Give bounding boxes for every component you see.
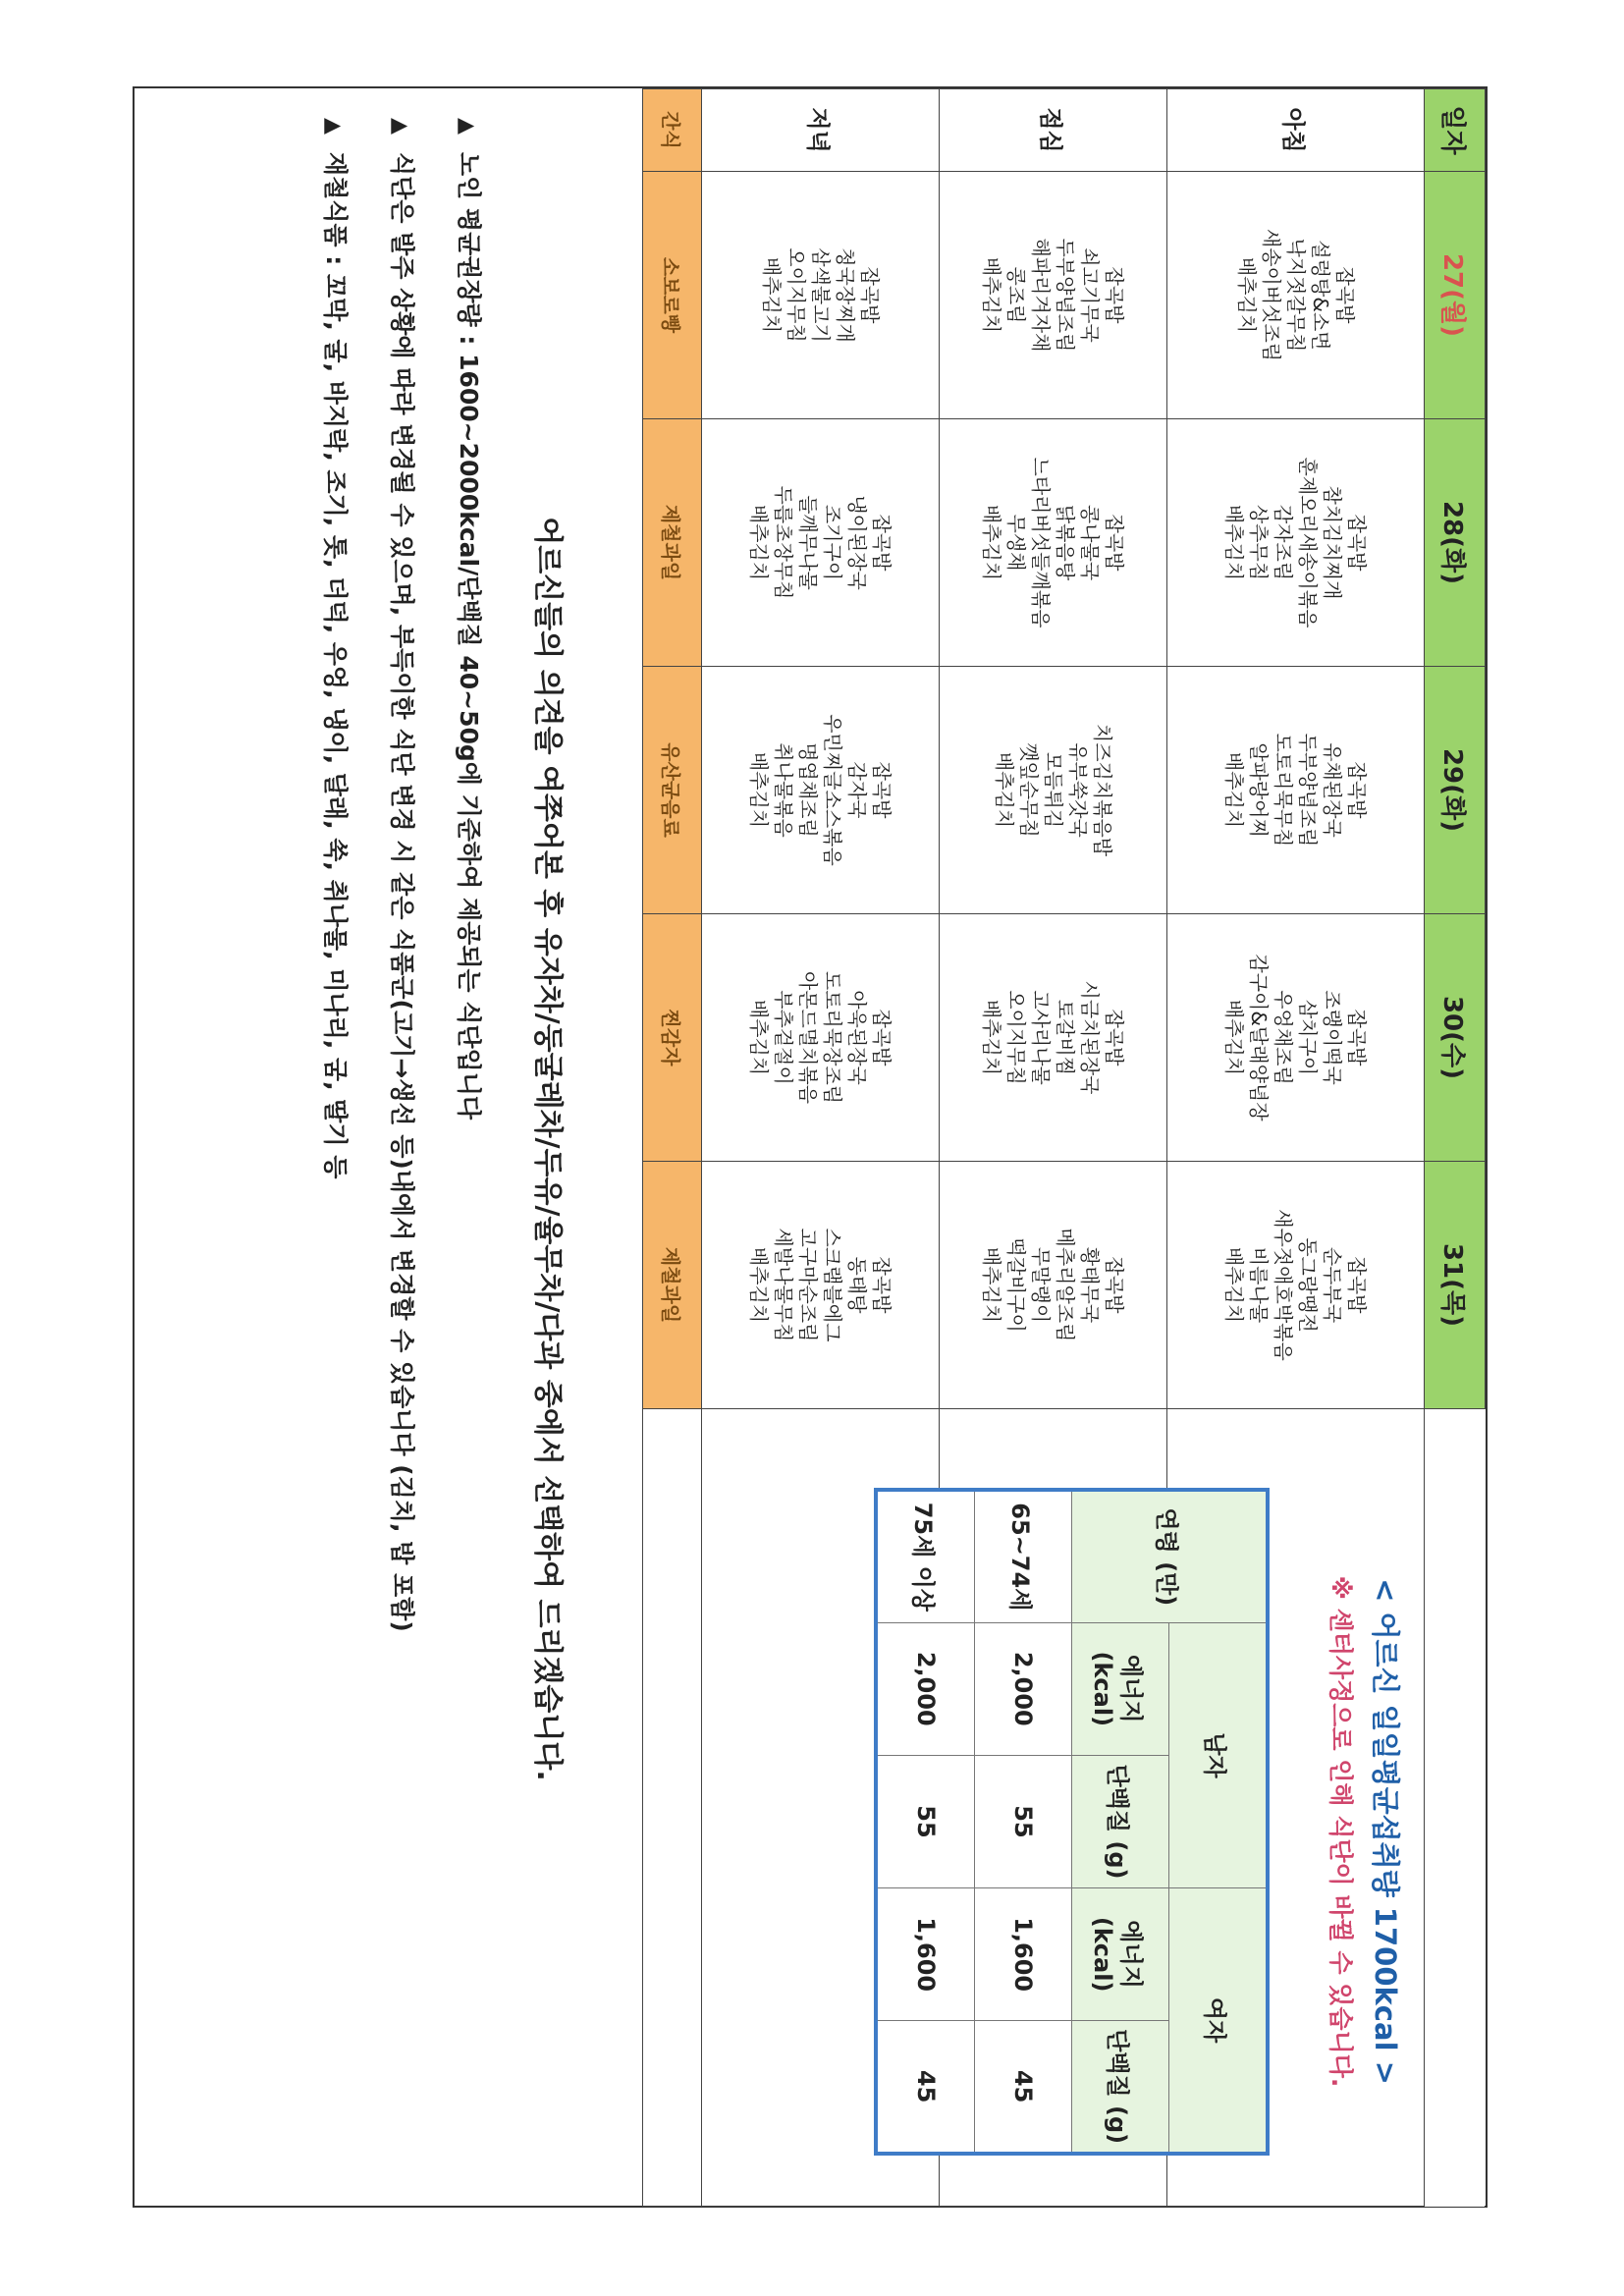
dish-item: 부추겉절이 [772, 990, 796, 1085]
snack-cell: 유산균음료 [643, 667, 702, 914]
dish-item: 고구마순조림 [796, 1228, 821, 1342]
dish-item: 유채된장국 [1321, 742, 1345, 838]
dish-item: 느타리버섯들깨볶음 [1029, 457, 1054, 629]
dish-item: 두부양념조림 [1054, 238, 1078, 353]
dish-item: 잡곡밥 [1345, 761, 1370, 819]
dish-item: 삼치구이 [1296, 999, 1321, 1076]
rotated-content [135, 88, 1486, 2206]
menu-cell [1167, 172, 1425, 419]
dish-item: 배추김치 [980, 1246, 1004, 1324]
dish-item: 배추김치 [1222, 504, 1247, 581]
meal-label: 저녁 [702, 89, 940, 172]
female-protein: 45 [876, 2021, 975, 2154]
dish-item: 치즈김치볶음밥 [1091, 723, 1114, 857]
dish-item: 오이지무침 [785, 247, 808, 343]
female-header: 여자 [1169, 1888, 1269, 2154]
dish-item: 황태무국 [1078, 1246, 1103, 1324]
dish-item: 잡곡밥 [1103, 1256, 1127, 1314]
dish-item: 청국장찌개 [834, 247, 857, 343]
dish-item: 배추김치 [1222, 999, 1247, 1076]
menu-cell [1167, 419, 1425, 667]
protein-header: 단백질 (g) [1072, 1755, 1169, 1887]
table-row [975, 1490, 1072, 2154]
snack-cell: 찐감자 [643, 914, 702, 1162]
nutrition-title: < 어르신 일일평균섭취량 1700kcal > [1369, 1578, 1402, 2085]
menu-cell [940, 1162, 1167, 1409]
age-cell: 75세 이상 [876, 1490, 975, 1622]
dish-item: 깻잎순무침 [1017, 742, 1041, 838]
dish-item: 배추김치 [980, 256, 1004, 334]
dish-item: 훈제오리새송이볶음 [1296, 457, 1321, 629]
protein-header: 단백질 (g) [1072, 2021, 1169, 2154]
dish-item: 동태탕 [845, 1256, 870, 1314]
female-energy: 1,600 [975, 1888, 1072, 2021]
triangle-bullet-icon: ▲ [321, 118, 346, 135]
dish-item: 오이지무침 [1004, 990, 1029, 1085]
dish-item: 순두부국 [1321, 1246, 1345, 1324]
dish-item: 설렁탕&소면 [1309, 240, 1332, 351]
dish-item: 우민찌글소스볶음 [821, 714, 845, 866]
day-header: 31(목) [1425, 1162, 1486, 1409]
dish-item: 아욱된장국 [845, 990, 870, 1085]
drink-note: 어르신들의 의견을 여쭈어본 후 유자차/둥굴레차/두유/율무차/다과 중에서 선택하여 드리겠습니다. [530, 517, 565, 1781]
nutrition-panel [622, 1468, 1476, 2195]
meal-label: 점심 [940, 89, 1167, 172]
snack-cell: 제철과일 [643, 419, 702, 667]
dish-item: 세발나물무침 [772, 1228, 796, 1342]
dish-item: 잡곡밥 [870, 1009, 894, 1066]
dish-item: 모듬튀김 [1042, 751, 1065, 829]
dish-item: 새송이버섯조림 [1260, 228, 1283, 362]
dish-item: 배추김치 [760, 256, 784, 334]
dish-item: 잡곡밥 [858, 266, 882, 324]
dish-item: 잡곡밥 [870, 514, 894, 572]
dish-item: 감자국 [845, 761, 870, 819]
dish-item: 해파리겨자채 [1029, 238, 1054, 353]
dish-item: 배추김치 [747, 504, 772, 581]
menu-cell [940, 667, 1167, 914]
dish-item: 콩조림 [1004, 266, 1029, 324]
menu-cell [702, 914, 940, 1162]
dish-item: 배추김치 [980, 999, 1004, 1076]
dish-item: 삼색불고기 [809, 247, 833, 343]
dish-item: 아몬드멸치볶음 [796, 970, 821, 1105]
dish-item: 잡곡밥 [1345, 1256, 1370, 1314]
menu-cell [1167, 667, 1425, 914]
dish-item: 배추김치 [747, 999, 772, 1076]
dish-item: 조랭이떡국 [1321, 990, 1345, 1085]
day-header: 29(화) [1425, 667, 1486, 914]
dish-item: 두릅초장무침 [772, 485, 796, 600]
triangle-bullet-icon: ▲ [455, 118, 479, 135]
dish-item: 잡곡밥 [870, 761, 894, 819]
dish-item: 배추김치 [747, 1246, 772, 1324]
date-label: 일자 [1425, 89, 1486, 172]
dish-item: 잡곡밥 [1103, 1009, 1127, 1066]
day-header: 27(월) [1425, 172, 1486, 419]
male-energy: 2,000 [975, 1622, 1072, 1755]
triangle-bullet-icon: ▲ [388, 118, 412, 135]
energy-header: 에너지 (kcal) [1072, 1622, 1169, 1755]
dish-item: 새우젓애호박볶음 [1272, 1209, 1296, 1361]
menu-cell [702, 172, 940, 419]
dish-item: 잡곡밥 [1333, 266, 1357, 324]
dish-item: 스크램블에그 [821, 1228, 845, 1342]
meal-label: 간식 [643, 89, 702, 172]
day-header: 28(화) [1425, 419, 1486, 667]
dish-item: 배추김치 [1222, 751, 1247, 829]
day-header: 30(수) [1425, 914, 1486, 1162]
dish-item: 쇠고기무국 [1078, 247, 1103, 343]
dish-item: 냉이된장국 [845, 495, 870, 590]
dish-item: 닭볶음탕 [1054, 504, 1078, 581]
female-energy: 1,600 [876, 1888, 975, 2021]
dish-item: 도토리묵무침 [1272, 733, 1296, 847]
dish-item: 잡곡밥 [1345, 1009, 1370, 1066]
dish-item: 유부쑥갓국 [1066, 742, 1090, 838]
snack-cell: 소보로빵 [643, 172, 702, 419]
dish-item: 감자조림 [1272, 504, 1296, 581]
menu-cell [1167, 914, 1425, 1162]
dish-item: 조기구이 [821, 504, 845, 581]
menu-cell [1167, 1162, 1425, 1409]
dish-item: 고사리나물 [1029, 990, 1054, 1085]
dish-item: 시금치된장국 [1078, 980, 1103, 1095]
dish-item: 감구이&달래양념장 [1247, 954, 1272, 1121]
female-protein: 45 [975, 2021, 1072, 2154]
dish-item: 참치김치찌개 [1321, 485, 1345, 600]
dish-item: 배추김치 [993, 751, 1016, 829]
meal-label: 아침 [1167, 89, 1425, 172]
dish-item: 잡곡밥 [870, 1256, 894, 1314]
dish-item: 낙지젓갈무침 [1284, 238, 1308, 353]
age-cell: 65~74세 [975, 1490, 1072, 1622]
dish-item: 알파랑어찌 [1247, 742, 1272, 838]
male-header: 남자 [1169, 1622, 1269, 1887]
menu-cell [940, 172, 1167, 419]
dish-item: 잡곡밥 [1103, 514, 1127, 572]
dish-item: 무생채 [1004, 514, 1029, 572]
dish-item: 떡갈비구이 [1004, 1237, 1029, 1333]
dish-item: 비름나물 [1247, 1246, 1272, 1324]
male-protein: 55 [876, 1755, 975, 1887]
dish-item: 두부양념조림 [1296, 733, 1321, 847]
dish-item: 배추김치 [1235, 256, 1259, 334]
age-header: 연령 (만) [1072, 1490, 1269, 1622]
snack-cell: 제철과일 [643, 1162, 702, 1409]
dish-item: 콩나물국 [1078, 504, 1103, 581]
dish-item: 메추리알조림 [1054, 1228, 1078, 1342]
menu-cell [702, 1162, 940, 1409]
dish-item: 배추김치 [980, 504, 1004, 581]
dish-item: 도토리묵장조림 [821, 970, 845, 1105]
menu-cell [940, 419, 1167, 667]
note-bullet: ▲노인 평균권장량 : 1600~2000kcal/단백질 40~50g에 기준하여 제공되는 식단입니다 [455, 118, 483, 1120]
note-bullet: ▲식단은 발주 상황에 따라 변경될 수 있으며, 부득이한 식단 변경 시 같은 식품군(고기→생선 등)내에서 변경할 수 있습니다 (김치, 밥 포함) [388, 118, 416, 1632]
dish-item: 배추김치 [1222, 1246, 1247, 1324]
dish-item: 우엉채조림 [1272, 990, 1296, 1085]
dish-item: 무말랭이 [1029, 1246, 1054, 1324]
table-row [876, 1490, 975, 2154]
dish-item: 들깨무나물 [796, 495, 821, 590]
energy-header: 에너지 (kcal) [1072, 1888, 1169, 2021]
male-protein: 55 [975, 1755, 1072, 1887]
menu-sheet [133, 86, 1488, 2208]
dish-item: 토갈비찜 [1054, 999, 1078, 1076]
dish-item: 취나물볶음 [772, 742, 796, 838]
dish-item: 잡곡밥 [1345, 514, 1370, 572]
menu-change-warning: ※ 센터사정으로 인해 식단이 바뀔 수 있습니다. [1326, 1575, 1355, 2088]
nutrition-table [874, 1488, 1270, 2156]
male-energy: 2,000 [876, 1622, 975, 1755]
menu-cell [702, 667, 940, 914]
notes-section [288, 118, 572, 2082]
dish-item: 상추무침 [1247, 504, 1272, 581]
menu-cell [702, 419, 940, 667]
dish-item: 잡곡밥 [1103, 266, 1127, 324]
dish-item: 명엽채조림 [796, 742, 821, 838]
menu-cell [940, 914, 1167, 1162]
dish-item: 동그랑땡전 [1296, 1237, 1321, 1333]
note-bullet: ▲재철식품 : 꼬막, 굴, 바지락, 조기, 톳, 더덕, 우엉, 냉이, 달래, 쑥, 취나물, 미나리, 굼, 딸기 등 [321, 118, 350, 1179]
dish-item: 배추김치 [747, 751, 772, 829]
